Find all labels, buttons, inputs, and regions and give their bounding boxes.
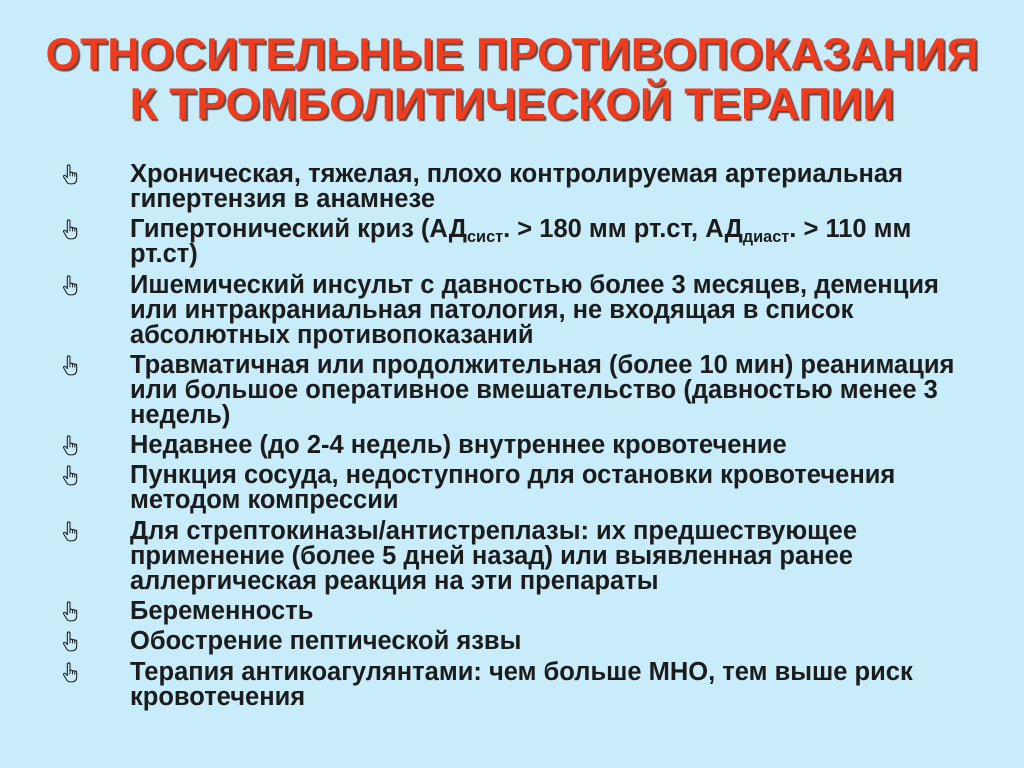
item-line: Терапия антикоагулянтами: чем больше МНО, тем выше риск: [130, 657, 913, 686]
item-line: или интракраниальная патология, не входящая в список: [130, 295, 854, 324]
list-item: [0, 599, 1024, 624]
item-text: [130, 463, 1024, 513]
pointing-hand-icon: [62, 601, 78, 622]
item-line: кровотечения: [130, 682, 306, 711]
text-segment: . > 110 мм: [789, 215, 912, 244]
item-line: Травматичная или продолжительная (более 10 мин) реанимация: [130, 350, 955, 379]
pointing-hand-icon: [62, 435, 78, 456]
list-item: [0, 463, 1024, 513]
item-line: абсолютных противопоказаний: [130, 320, 534, 349]
item-text: [130, 629, 1024, 654]
list-item: [0, 516, 1024, 595]
item-line: методом компрессии: [130, 486, 399, 515]
pointing-hand-icon: [62, 662, 78, 683]
contraindications-list: [0, 162, 1024, 710]
list-item: [0, 270, 1024, 349]
subscript: сист: [466, 228, 504, 247]
text-segment: Гипертонический криз (АД: [130, 215, 467, 244]
list-item: [0, 657, 1024, 711]
item-line: Недавнее (до 2-4 недель) внутреннее кровотечение: [130, 431, 787, 460]
item-line: Ишемический инсульт с давностью более 3 месяцев, деменция: [130, 270, 939, 299]
subscript: диаст: [742, 228, 790, 247]
item-line: или большое оперативное вмешательство (давностью менее 3: [130, 375, 938, 404]
item-text: [130, 162, 1024, 212]
item-text: [130, 270, 1024, 349]
item-line: рт.ст): [130, 240, 198, 269]
item-text: [130, 217, 1024, 267]
slide-title: [0, 30, 1024, 130]
list-item: [0, 162, 1024, 212]
item-line: аллергическая реакция на эти препараты: [130, 566, 659, 595]
list-item: [0, 217, 1024, 267]
title-line: К ТРОМБОЛИТИЧЕСКОЙ ТЕРАПИИ: [129, 80, 895, 129]
pointing-hand-icon: [62, 631, 78, 652]
item-line: гипертензия в анамнезе: [130, 185, 436, 213]
text-segment: . > 180 мм рт.ст, АД: [503, 215, 743, 244]
pointing-hand-icon: [62, 164, 78, 185]
pointing-hand-icon: [62, 355, 78, 376]
item-line: Хроническая, тяжелая, плохо контролируемая артериальная: [130, 160, 903, 188]
item-line: Обострение пептической язвы: [130, 627, 522, 656]
list-item: [0, 629, 1024, 654]
item-line: Беременность: [130, 597, 314, 626]
pointing-hand-icon: [62, 521, 78, 542]
item-line: Пункция сосуда, недоступного для остановки кровотечения: [130, 461, 896, 490]
item-line: применение (более 5 дней назад) или выявленная ранее: [130, 541, 853, 570]
item-text: [130, 657, 1024, 711]
pointing-hand-icon: [62, 465, 78, 486]
title-line: ОТНОСИТЕЛЬНЫЕ ПРОТИВОПОКАЗАНИЯ: [45, 30, 979, 79]
item-text: [130, 433, 1024, 458]
item-line: Для стрептокиназы/антистреплазы: их предшествующее: [130, 516, 857, 545]
item-text: [130, 516, 1024, 595]
list-item: [0, 433, 1024, 458]
pointing-hand-icon: [62, 275, 78, 296]
item-text: [130, 350, 1024, 429]
item-line: недель): [130, 400, 231, 429]
list-item: [0, 350, 1024, 429]
item-line: [130, 215, 1024, 247]
pointing-hand-icon: [62, 219, 78, 240]
item-text: [130, 599, 1024, 624]
